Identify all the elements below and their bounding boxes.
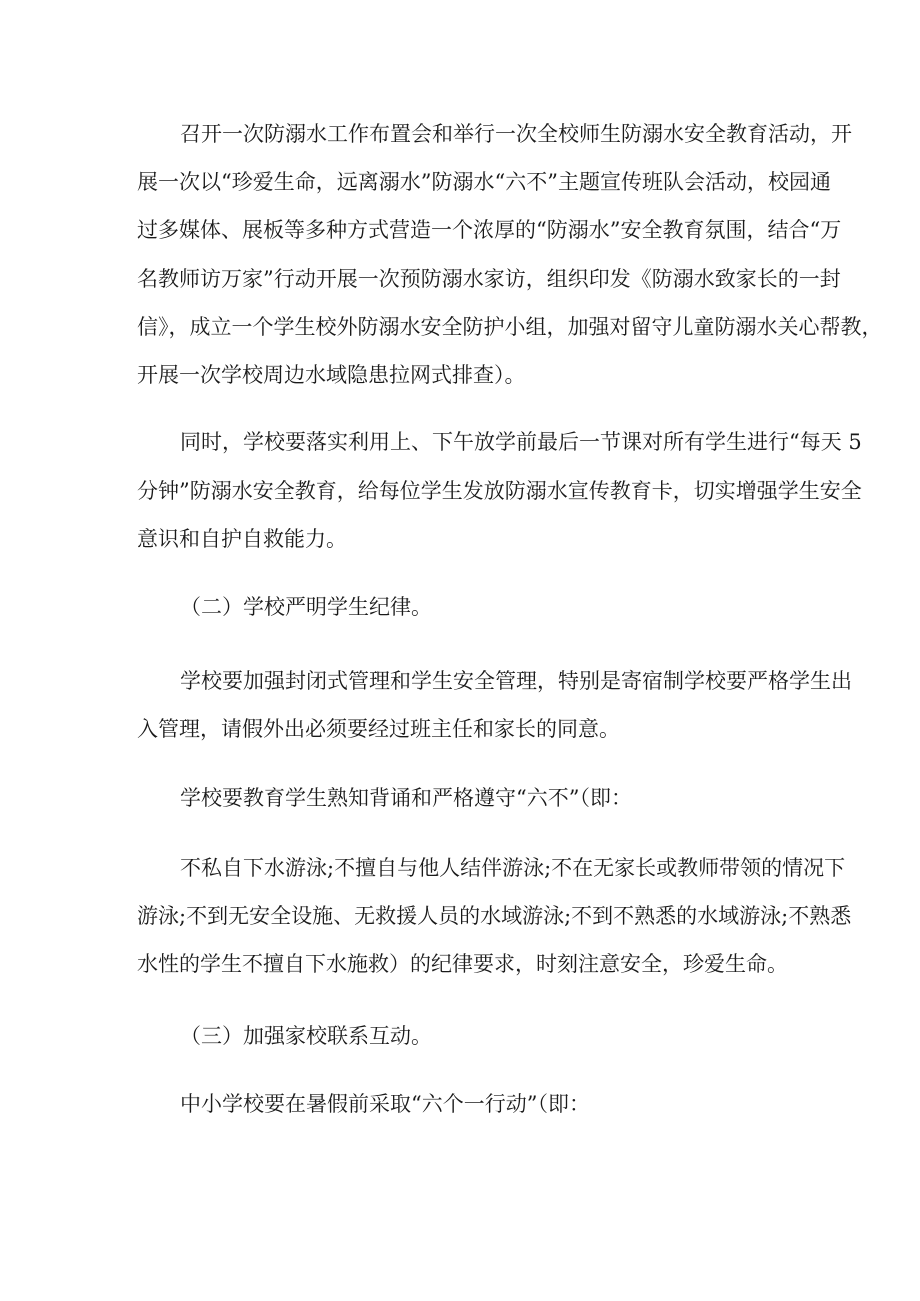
paragraph-1-line-2: 展一次以“珍爱生命，远离溺水”防溺水“六不”主题宣传班队会活动，校园通: [137, 170, 831, 194]
paragraph-2-line-1: 同时，学校要落实利用上、下午放学前最后一节课对所有学生进行“每天 5: [180, 430, 862, 454]
paragraph-6-line-1: 中小学校要在暑假前采取“六个一行动”（即：: [180, 1092, 590, 1116]
section-heading-3: （三）加强家校联系互动。: [180, 1024, 432, 1048]
paragraph-5-line-1: 不私自下水游泳;不擅自与他人结伴游泳;不在无家长或教师带领的情况下: [180, 856, 846, 880]
paragraph-1-line-5: 信》，成立一个学生校外防溺水安全防护小组，加强对留守儿童防溺水关心帮教，: [137, 315, 883, 339]
section-heading-2: （二）学校严明学生纪律。: [180, 595, 432, 619]
paragraph-3-line-2: 入管理，请假外出必须要经过班主任和家长的同意。: [137, 717, 620, 741]
paragraph-2-line-3: 意识和自护自救能力。: [137, 527, 347, 551]
paragraph-3-line-1: 学校要加强封闭式管理和学生安全管理，特别是寄宿制学校要严格学生出: [180, 669, 852, 693]
paragraph-4-line-1: 学校要教育学生熟知背诵和严格遵守“六不”（即：: [180, 786, 632, 810]
paragraph-5-line-3: 水性的学生不擅自下水施救）的纪律要求，时刻注意安全，珍爱生命。: [137, 952, 788, 976]
paragraph-1-line-4: 名教师访万家”行动开展一次预防溺水家访，组织印发《防溺水致家长的一封: [137, 267, 841, 291]
paragraph-5-line-2: 游泳;不到无安全设施、无救援人员的水域游泳;不到不熟悉的水域游泳;不熟悉: [137, 904, 852, 928]
paragraph-1-line-6: 开展一次学校周边水域隐患拉网式排查）。: [137, 363, 526, 387]
paragraph-1-line-3: 过多媒体、展板等多种方式营造一个浓厚的“防溺水”安全教育氛围，结合“万: [137, 218, 842, 242]
paragraph-1-line-1: 召开一次防溺水工作布置会和举行一次全校师生防溺水安全教育活动，开: [180, 122, 852, 146]
paragraph-2-line-2: 分钟”防溺水安全教育，给每位学生发放防溺水宣传教育卡，切实增强学生安全: [137, 479, 862, 503]
